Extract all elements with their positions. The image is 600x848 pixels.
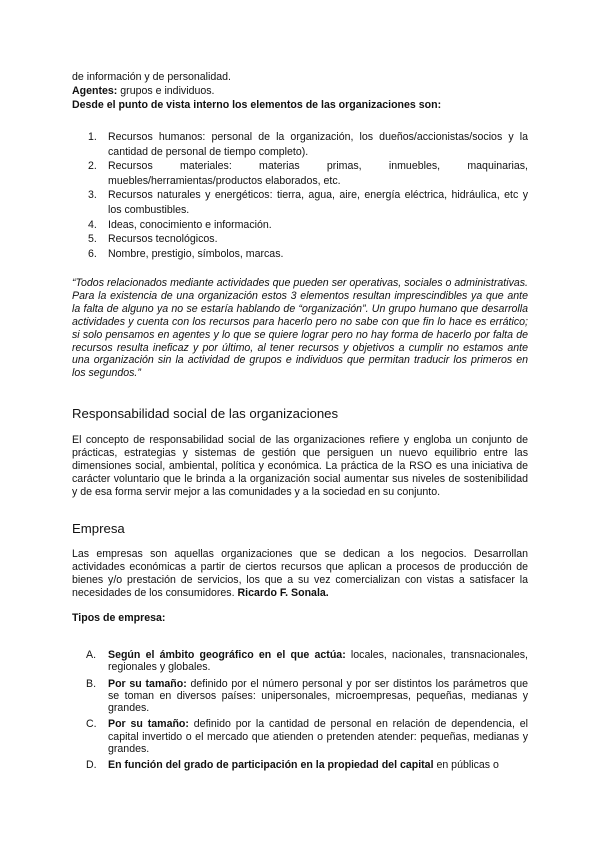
empresa-paragraph (72, 548, 528, 600)
list-number: 3. (88, 189, 97, 202)
list-number: 1. (88, 131, 97, 143)
list-number: 6. (88, 247, 97, 260)
agentes-label: Agentes: (72, 85, 118, 97)
list-text: Nombre, prestigio, símbolos, marcas. (108, 247, 284, 260)
list-number: 2. (88, 160, 97, 173)
list-label: Según el ámbito geográfico en el que actúa: (108, 649, 346, 661)
list-text: Recursos tecnológicos. (108, 233, 218, 246)
list-letter: D. (86, 759, 97, 772)
list-label: Por su tamaño: (108, 677, 187, 690)
list-item (72, 247, 528, 262)
empresa-heading: Empresa (72, 521, 125, 536)
internal-elements-list (72, 130, 528, 261)
list-letter: C. (86, 718, 97, 731)
list-text: Recursos humanos: personal de la organización, los dueños/accionistas/socios y la cantidad de personal de tiempo completo). (108, 131, 528, 158)
list-label: Por su tamaño: (108, 718, 189, 731)
list-letter: A. (86, 649, 97, 661)
list-text: Ideas, conocimiento e información. (108, 218, 272, 231)
list-item (72, 159, 528, 188)
list-text: Recursos materiales: materias primas, inmuebles, maquinarias, muebles/herramientas/productos elaborados, etc. (108, 160, 528, 187)
list-item (72, 218, 528, 233)
tipos-heading: Tipos de empresa: (72, 612, 166, 624)
list-item (72, 678, 528, 715)
internal-elements-heading: Desde el punto de vista interno los elementos de las organizaciones son: (72, 99, 442, 111)
tipos-list (72, 649, 528, 776)
quote-paragraph: “Todos relacionados mediante actividades que pueden ser operativas, sociales o administrativas. Para la existencia de una organización estos 3 elementos resultan imprescindibles ya que ante la falta de alguno ya no se estaría hablando de “organización”. Un grupo humano que desarrolla actividades y cuenta con los recursos para hacerlo pero no sabe con que fin lo hace es errático; si solo pensamos en agentes y lo que se quiere lograr pero no hay forma de hacerlo por falta de recursos resulta ineficaz y por último, al tener recursos y objetivos a cumplir no estamos ante una organización sin la actividad de grupos e individuos que permitan traducir los primeros en los segundos.” (72, 277, 528, 380)
list-number: 5. (88, 233, 97, 246)
list-item (72, 232, 528, 247)
agentes-line (72, 85, 528, 98)
list-label: En función del grado de participación en la propiedad del capital (108, 759, 434, 772)
empresa-author: Ricardo F. Sonala. (237, 587, 329, 599)
empresa-text: Las empresas son aquellas organizaciones que se dedican a los negocios. Desarrollan actividades económicas a partir de ciertos recursos que aplican a procesos de producción de bienes y/o prestación de servicios, los que a su vez comercializan con vistas a satisfacer la necesidades de los consumidores. (72, 548, 528, 599)
list-text: en públicas o (433, 759, 499, 772)
list-item (72, 759, 528, 771)
list-item (72, 188, 528, 217)
list-item (72, 130, 528, 159)
list-item (72, 718, 528, 755)
list-item (72, 649, 528, 674)
list-text: locales, nacionales, transnacionales, regionales y globales. (108, 649, 528, 674)
list-text: definido por el número personal y por ser distintos los parámetros que se toman en diversos países: unipersonales, microempresas, pequeñas, medianas y grandes. (108, 677, 528, 715)
list-number: 4. (88, 218, 97, 231)
list-text: definido por la cantidad de personal en relación de dependencia, el capital invertido o el mercado que atienden o pretenden atender: pequeñas, medianas y grandes. (108, 718, 528, 756)
intro-line: de información y de personalidad. (72, 71, 232, 83)
list-letter: B. (86, 677, 97, 690)
rso-heading: Responsabilidad social de las organizaciones (72, 406, 339, 421)
agentes-text: grupos e individuos. (117, 85, 215, 97)
list-text: Recursos naturales y energéticos: tierra, agua, aire, energía eléctrica, hidráulica, etc y los combustibles. (108, 189, 528, 216)
rso-paragraph: El concepto de responsabilidad social de las organizaciones refiere y engloba un conjunto de prácticas, estrategias y sistemas de gestión que persiguen un nuevo equilibrio entre las dimensiones social, ambiental, política y económica. La práctica de la RSO es una iniciativa de carácter voluntario que le brinda a la organización social aumentar sus niveles de sostenibilidad y de esa forma servir mejor a las comunidades y a la sociedad en su conjunto. (72, 434, 528, 498)
